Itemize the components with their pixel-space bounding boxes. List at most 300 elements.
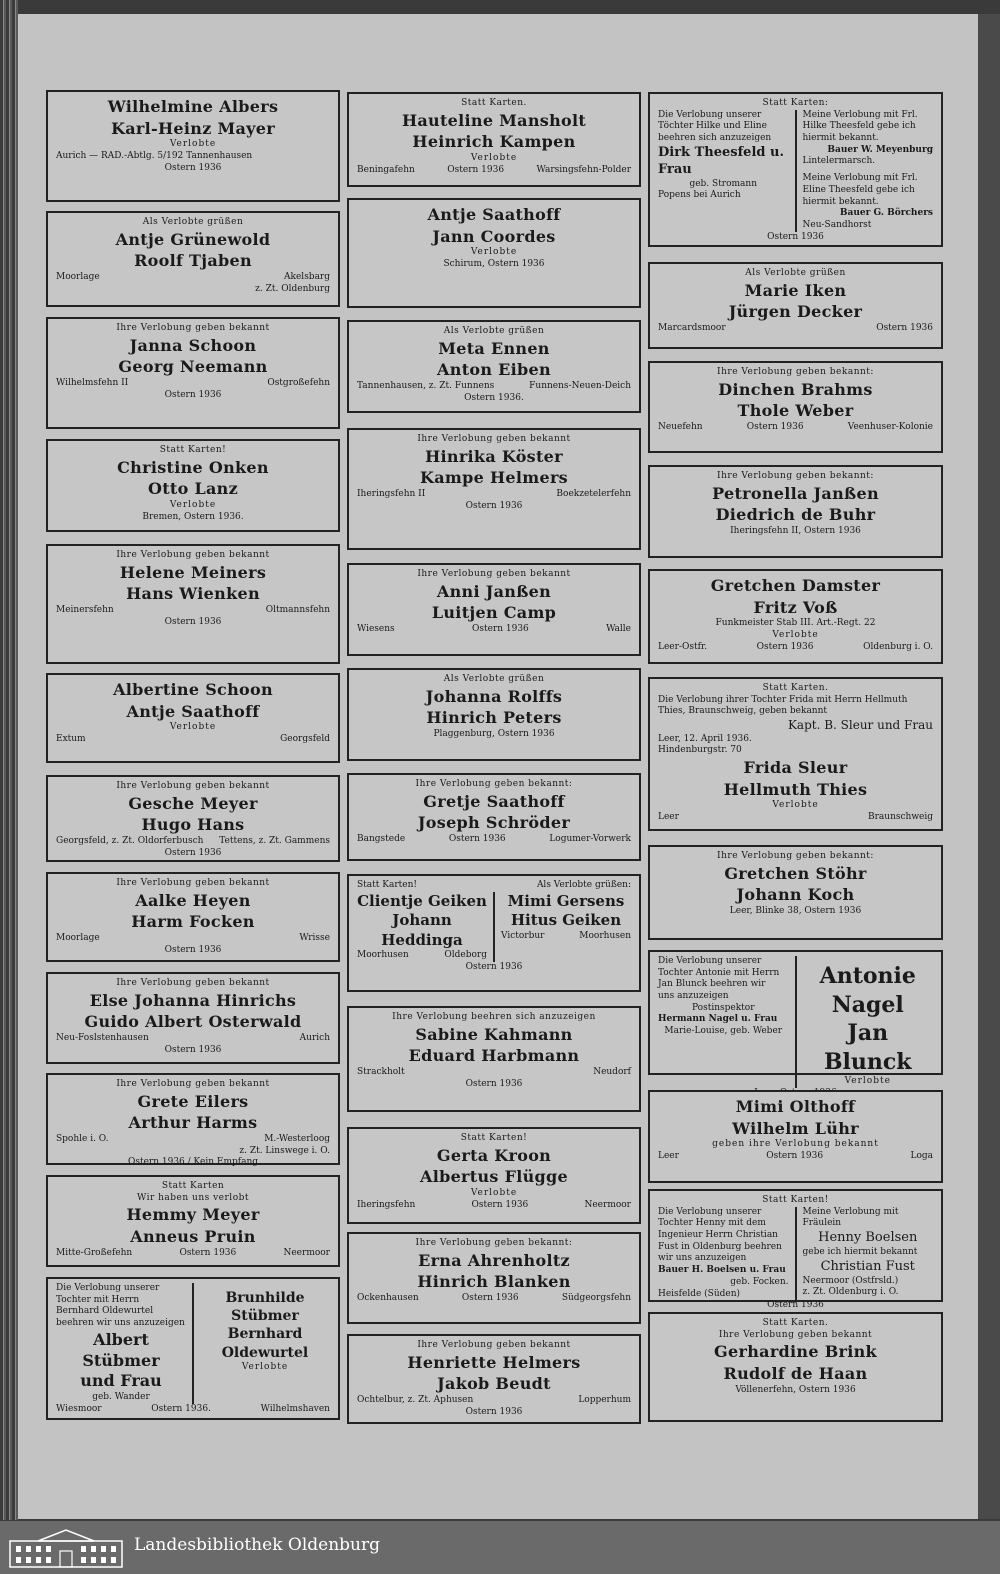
place-row <box>501 931 631 943</box>
ad-header: Statt Karten. <box>762 683 829 693</box>
place-row <box>357 1293 631 1305</box>
couple-name: Frida Sleur <box>743 758 848 778</box>
place-right: Oltmannsfehn <box>265 604 330 615</box>
place-left: Iheringsfehn <box>357 1199 416 1210</box>
place-row <box>56 933 330 945</box>
engagement-ad <box>347 92 641 187</box>
couple-name: Hemmy Meyer <box>126 1205 260 1225</box>
text-line: Thies, Braunschweig, geben bekannt <box>658 706 828 717</box>
couple-name: Johanna Rolffs <box>425 686 563 706</box>
place-right: Braunschweig <box>868 811 933 822</box>
place-right-group <box>239 1134 330 1157</box>
place-right: Neudorf <box>593 1066 631 1077</box>
engagement-ad <box>347 563 641 656</box>
place-right: Tettens, z. Zt. Gammens <box>219 835 330 846</box>
place-right: Loga <box>910 1150 933 1161</box>
text-line: Hilke Theesfeld gebe ich <box>802 121 916 132</box>
couple-name: Hinrich Blanken <box>417 1272 571 1292</box>
date-text: Ostern 1936 <box>164 389 222 400</box>
ad-header: Statt Karten. <box>461 98 527 108</box>
place-row <box>357 624 631 636</box>
engagement-ad <box>46 1277 340 1420</box>
place-row <box>658 323 933 335</box>
ad-header: Statt Karten! <box>159 445 227 455</box>
date-text: Ostern 1936 <box>164 1044 222 1055</box>
couple-name: Hugo Hans <box>141 815 245 835</box>
couple-block <box>200 1283 330 1404</box>
couple-name: Helene Meiners <box>119 562 267 582</box>
couple-name: Jan Blunck <box>823 1020 912 1075</box>
split-ad <box>658 1207 933 1301</box>
date-text: Ostern 1936 <box>767 231 824 242</box>
ad-header: Als Verlobte grüßen <box>745 268 846 278</box>
couple-name: Mimi Gersens <box>507 891 625 910</box>
text-line: Bauer G. Börchers <box>839 208 933 219</box>
text-line: beehren sich anzuzeigen <box>658 133 772 144</box>
place-right-group <box>267 378 330 390</box>
verlobte-label: Verlobte <box>470 152 518 163</box>
place-right: Boekzetelerfehn <box>556 488 631 499</box>
text-line: Neermoor (Ostfrsld.) <box>802 1275 899 1286</box>
text-line: Meine Verlobung mit Frl. <box>802 173 918 184</box>
text-line: Henny Boelsen <box>818 1230 918 1246</box>
ad-header: Ihre Verlobung geben bekannt: <box>717 851 874 861</box>
couple-name: Guido Albert Osterwald <box>84 1012 302 1032</box>
engagement-ad <box>46 317 340 429</box>
date-text: Ostern 1936 <box>465 961 523 972</box>
couple-name: Diedrich de Buhr <box>715 505 876 525</box>
text-line: hiermit bekannt. <box>802 133 879 144</box>
engagement-ad <box>648 92 943 247</box>
date-text: Bremen, Ostern 1936. <box>142 511 244 522</box>
couple-block <box>501 892 631 962</box>
text-line: Meine Verlobung mit Frl. <box>802 109 918 120</box>
text-line: Meine Verlobung mit <box>802 1206 899 1217</box>
verlobte-label: Verlobte <box>470 1187 518 1198</box>
place-right-group <box>863 642 933 654</box>
place-left: Wilhelmsfehn II <box>56 377 129 388</box>
library-building-logo-icon <box>8 1527 124 1569</box>
engagement-ad <box>46 972 340 1064</box>
couple-name: Jürgen Decker <box>728 302 863 322</box>
place-right: Neermoor <box>584 1199 631 1210</box>
date-text: Ostern 1936 <box>461 1292 519 1303</box>
place-right-group <box>300 1033 330 1045</box>
place-right: Veenhuser-Kolonie <box>847 421 933 432</box>
ad-header: Als Verlobte grüßen <box>443 674 545 684</box>
date-text: Plaggenburg, Ostern 1936 <box>433 728 555 739</box>
text-line: Die Verlobung ihrer Tochter Frida mit Herrn Hellmuth <box>658 694 908 705</box>
place-right-group <box>299 933 330 945</box>
place-right: Wrisse <box>299 932 330 943</box>
place-right-group <box>848 422 933 434</box>
text-line: Fust in Oldenburg beehren <box>658 1241 782 1252</box>
couple-name: Kampe Helmers <box>420 468 568 488</box>
ad-header-row <box>357 880 631 892</box>
place-row <box>357 489 631 501</box>
place-right: Logumer-Vorwerk <box>549 833 631 844</box>
place-right-group <box>876 323 933 335</box>
ad-header: Ihre Verlobung geben bekannt <box>116 781 270 791</box>
place-left: Beningafehn <box>357 164 415 175</box>
verlobte-label: Verlobte <box>470 247 518 258</box>
ad-header: Statt Karten. <box>762 1318 829 1328</box>
couple-name: Roolf Tjaben <box>134 251 252 271</box>
couple-name: Heinrich Kampen <box>412 132 576 152</box>
place-left: Georgsfeld, z. Zt. Oldorferbusch <box>56 835 204 846</box>
place-right: Funnens-Neuen-Deich <box>529 380 631 391</box>
text-line: Albert Stübmer <box>82 1329 160 1370</box>
couple-name: Dinchen Brahms <box>718 379 873 399</box>
parents-announcement <box>658 1207 797 1301</box>
place-right-group <box>606 624 631 636</box>
couple-name: Brunhilde Stübmer <box>225 1290 305 1325</box>
ad-header: Statt Karten! <box>762 1195 829 1205</box>
place-left: Bangstede <box>357 833 406 844</box>
split-ad <box>56 1283 330 1404</box>
couple-name: Janna Schoon <box>129 335 257 355</box>
engagement-ad <box>347 428 641 550</box>
place-right: M.-Westerloog <box>264 1133 330 1144</box>
place-left: Neuefehn <box>658 421 703 432</box>
next-page-edge <box>978 14 1000 1519</box>
place-right: Neermoor <box>283 1247 330 1258</box>
couple-name: Gretchen Stöhr <box>724 863 867 883</box>
text-line: Leer, 12. April 1936. <box>658 733 752 744</box>
place-right: Oldeborg <box>444 950 487 961</box>
couple-block <box>803 956 934 1088</box>
ad-header: Statt Karten! <box>357 880 417 890</box>
couple-name: Antje Saathoff <box>427 205 561 224</box>
text-line: geb. Wander <box>92 1392 150 1403</box>
place-row <box>56 378 330 390</box>
couple-name: Sabine Kahmann <box>415 1024 573 1044</box>
ad-header: Als Verlobte grüßen: <box>536 880 631 890</box>
verlobte-label: Verlobte <box>772 629 819 640</box>
place-left: Aurich — RAD.-Abtlg. 5/192 Tannenhausen <box>56 150 253 161</box>
place-right-2: z. Zt. Linswege i. O. <box>239 1145 330 1156</box>
couple-name: Arthur Harms <box>128 1113 258 1133</box>
couple-name: Meta Ennen <box>438 338 550 358</box>
place-row <box>658 642 933 654</box>
engagement-ad <box>347 198 641 308</box>
couple-name: Albertine Schoon <box>113 680 273 699</box>
couple-name: Georg Neemann <box>118 357 268 377</box>
verlobte-label: Verlobte <box>772 800 819 811</box>
place-left: Ochtelbur, z. Zt. Aphusen <box>357 1394 474 1405</box>
ad-header: Als Verlobte grüßen <box>443 326 545 336</box>
place-left: Meinersfehn <box>56 604 114 615</box>
place-row <box>357 1067 631 1079</box>
place-row <box>56 1404 330 1416</box>
place-row <box>357 1200 631 1212</box>
couple-name: Gesche Meyer <box>128 793 258 813</box>
ad-header: Statt Karten: <box>762 98 829 108</box>
ad-header: Ihre Verlobung geben bekannt <box>116 1079 270 1089</box>
couple-name: Thole Weber <box>737 401 854 421</box>
text-line: Bauer H. Boelsen u. Frau <box>658 1265 786 1276</box>
ad-header: Statt Karten <box>161 1181 225 1191</box>
engagement-ad <box>46 439 340 532</box>
ad-header: Ihre Verlobung geben bekannt: <box>717 367 874 377</box>
place-row <box>357 950 487 962</box>
couple-name: Petronella Janßen <box>712 483 879 503</box>
place-left: Moorlage <box>56 271 100 282</box>
text-line: Hermann Nagel u. Frau <box>658 1014 778 1025</box>
ad-header: Ihre Verlobung geben bekannt <box>417 569 571 579</box>
date-text: Ostern 1936 <box>471 1199 529 1210</box>
place-left: Leer <box>658 811 679 822</box>
page-binding-edge <box>0 0 18 1520</box>
split-ad <box>658 956 933 1088</box>
date-text: Ostern 1936 <box>465 500 523 511</box>
place-right-group <box>266 605 330 617</box>
place-row <box>658 422 933 434</box>
parents-name: Kapt. B. Sleur und Frau <box>787 718 933 733</box>
couple-name: Rudolf de Haan <box>723 1363 868 1383</box>
text-line: Postinspektor <box>691 1002 755 1013</box>
date-text: Ostern 1936 <box>465 1406 523 1417</box>
text-line: geb. Focken. <box>730 1276 789 1287</box>
place-left: Mitte-Großefehn <box>56 1247 133 1258</box>
text-line: Bauer W. Meyenburg <box>827 144 933 155</box>
couple-name: Wilhelmine Albers <box>107 97 279 116</box>
groom-announcement <box>803 1207 934 1301</box>
couple-name: Eduard Harbmann <box>408 1046 580 1066</box>
place-right: Oldenburg i. O. <box>863 641 933 652</box>
text-line: Neu-Sandhorst <box>802 219 872 230</box>
couple-name: Clientje Geiken <box>357 891 487 910</box>
engagement-ad <box>347 668 641 761</box>
text-line: Popens bei Aurich <box>658 190 741 201</box>
couple-name: Mimi Olthoff <box>735 1097 856 1116</box>
date-text: Ostern 1936 <box>448 833 506 844</box>
couple-name: Antonie Nagel <box>819 963 916 1018</box>
engagement-ad <box>347 1006 641 1112</box>
couple-name: Anton Eiben <box>437 360 551 380</box>
place-right-group <box>556 489 631 501</box>
couple-name: Antje Saathoff <box>126 701 260 721</box>
text-line: Ingenieur Herrn Christian <box>658 1230 778 1241</box>
engagement-ad <box>347 874 641 992</box>
engagement-ad <box>648 465 943 558</box>
date-text: Ostern 1936 <box>179 1247 237 1258</box>
engagement-ad <box>46 775 340 862</box>
ad-header: Wir haben uns verlobt <box>136 1192 249 1203</box>
couple-name: Marie Iken <box>744 280 847 300</box>
text-line: Jan Blunck beehren wir <box>658 979 766 990</box>
date-text: Ostern 1936. <box>464 392 524 403</box>
place-right: Warsingsfehn-Polder <box>536 164 631 175</box>
text-line: Heisfelde (Süden) <box>658 1288 741 1299</box>
text-line: Marie-Louise, geb. Weber <box>664 1026 783 1037</box>
place-right-group <box>529 381 631 393</box>
verlobte-label: Verlobte <box>169 139 217 150</box>
couple-name: Otto Lanz <box>148 479 238 499</box>
date-text: Ostern 1936 <box>746 421 804 432</box>
place-right: Ostgroßefehn <box>267 377 330 388</box>
couple-name: Harm Focken <box>131 912 255 932</box>
place-left: Ockenhausen <box>357 1292 419 1303</box>
engagement-ad <box>648 262 943 349</box>
date-text: Ostern 1936 <box>767 1300 824 1311</box>
footer-bar <box>0 1521 1000 1574</box>
place-right-group <box>584 1200 631 1212</box>
date-text: Ostern 1936 <box>756 641 814 652</box>
parents-announcement <box>658 110 797 232</box>
place-row <box>658 812 933 824</box>
text-line: z. Zt. Oldenburg i. O. <box>802 1287 899 1298</box>
ad-header: Ihre Verlobung geben bekannt <box>417 1340 571 1350</box>
verlobte-label: Verlobte <box>169 499 217 510</box>
split-ad <box>658 110 933 232</box>
place-row <box>56 1033 330 1045</box>
couple-name: Aalke Heyen <box>135 890 251 910</box>
text-line: Töchter Hilke und Eline <box>658 121 767 132</box>
text-line: Die Verlobung unserer <box>658 1206 762 1217</box>
date-text: Völlenerfehn, Ostern 1936 <box>735 1384 856 1395</box>
text-line: beehren wir uns anzuzeigen <box>56 1318 185 1329</box>
place-right: Aurich <box>299 1032 330 1043</box>
engagement-ad <box>648 361 943 453</box>
place-left: Strackholt <box>357 1066 405 1077</box>
couple-name: Else Johanna Hinrichs <box>89 990 297 1010</box>
date-text: Ostern 1936 <box>766 1150 824 1161</box>
engagement-ad <box>648 1189 943 1311</box>
place-row <box>56 836 330 848</box>
couple-name: Gerta Kroon <box>436 1145 552 1165</box>
date-text: Ostern 1936. <box>151 1403 211 1414</box>
text-line: Die Verlobung unserer <box>658 109 762 120</box>
text-line: Lintelermarsch. <box>802 156 876 167</box>
split-ad <box>357 892 631 962</box>
place-left: Spohle i. O. <box>56 1133 109 1144</box>
text-line: Fräulein <box>802 1218 842 1229</box>
date-text: Ostern 1936 <box>164 847 222 858</box>
date-text: Ostern 1936 <box>465 1078 523 1089</box>
text-line: Bernhard Oldewurtel <box>56 1306 154 1317</box>
place-row <box>658 1151 933 1163</box>
text-line: uns anzuzeigen <box>658 991 729 1002</box>
place-left: Extum <box>56 733 86 744</box>
couple-name: Anneus Pruin <box>130 1226 256 1246</box>
place-right-group <box>593 1067 631 1079</box>
place-row <box>357 1395 631 1407</box>
date-text: Ostern 1936 <box>447 164 505 175</box>
engagement-ad <box>46 544 340 664</box>
couple-name: Grete Eilers <box>137 1091 249 1111</box>
couple-name: Fritz Voß <box>753 597 838 617</box>
couple-name: Christine Onken <box>117 457 269 477</box>
engagement-ad <box>347 1127 641 1224</box>
place-right: Georgsfeld <box>280 733 330 744</box>
couple-name: Jakob Beudt <box>437 1374 551 1394</box>
groom-announcements <box>803 110 934 232</box>
couple-name: Wilhelm Lühr <box>732 1118 859 1138</box>
ad-header: Ihre Verlobung geben bekannt: <box>415 1238 573 1248</box>
engagement-ad <box>347 320 641 413</box>
date-text: Leer, Blinke 38, Ostern 1936 <box>729 905 862 916</box>
text-line: Hindenburgstr. 70 <box>658 745 742 756</box>
place-left: Tannenhausen, z. Zt. Funnens <box>357 380 495 391</box>
rank-title: Funkmeister Stab III. Art.-Regt. 22 <box>715 618 876 629</box>
date-text: Ostern 1936 <box>164 944 222 955</box>
couple-name: Gerhardine Brink <box>714 1342 877 1362</box>
place-left: Neu-Foslstenhausen <box>56 1032 149 1043</box>
place-row <box>56 605 330 617</box>
engagement-ad <box>648 569 943 664</box>
couple-name: Johann Heddinga <box>381 911 463 949</box>
place-right: Walle <box>606 623 631 634</box>
text-line: gebe ich hiermit bekannt <box>802 1246 918 1257</box>
couple-name: Hinrich Peters <box>426 708 562 728</box>
date-text: Ostern 1936 <box>164 616 222 627</box>
engagement-ad <box>347 1232 641 1324</box>
date-text: Iheringsfehn II, Ostern 1936 <box>730 525 861 536</box>
ad-header: Ihre Verlobung beehren sich anzuzeigen <box>392 1012 596 1022</box>
couple-name: Erna Ahrenholtz <box>418 1250 570 1270</box>
couple-name: Albertus Flügge <box>419 1167 568 1187</box>
text-line: Tochter mit Herrn <box>56 1294 140 1305</box>
verlobte-label: Verlobte <box>844 1076 891 1087</box>
place-right-group <box>255 272 330 295</box>
parents-announcement <box>56 1283 194 1404</box>
verlobte-label: Verlobte <box>241 1361 289 1372</box>
engagement-ad <box>46 211 340 307</box>
engagement-ad <box>46 1073 340 1168</box>
place-right-group <box>280 734 330 746</box>
engagement-ad <box>648 950 943 1087</box>
place-right-group <box>910 1151 933 1163</box>
footer-label: Landesbibliothek Oldenburg <box>134 1535 381 1555</box>
place-row <box>56 1248 330 1260</box>
couple-name: Karl-Heinz Mayer <box>111 118 275 138</box>
ad-header: Ihre Verlobung geben bekannt <box>116 978 270 988</box>
date-text: Ostern 1936 <box>164 162 222 173</box>
place-right-group <box>537 165 631 177</box>
place-row <box>357 165 631 177</box>
place-row <box>56 1134 330 1157</box>
couple-name: Gretje Saathoff <box>423 791 565 811</box>
verlobte-label: Verlobte <box>169 722 217 733</box>
place-right-group <box>549 834 631 846</box>
ad-header: Ihre Verlobung geben bekannt: <box>717 471 874 481</box>
engagement-ad <box>46 872 340 962</box>
ad-header: Als Verlobte grüßen <box>142 217 244 227</box>
engagement-ad <box>347 773 641 861</box>
place-left: Wiesmoor <box>56 1403 102 1414</box>
couple-name: Hauteline Mansholt <box>401 110 587 130</box>
text-line: wir uns anzuzeigen <box>658 1253 747 1264</box>
date-text: Ostern 1936 <box>471 623 529 634</box>
place-right: Lopperhum <box>578 1394 631 1405</box>
place-right: Akelsbarg <box>284 271 330 282</box>
place-left: Moorhusen <box>357 950 409 961</box>
place-right-group <box>219 836 330 848</box>
place-left: Marcardsmoor <box>658 322 726 333</box>
couple-name: Joseph Schröder <box>417 813 571 833</box>
place-left: Iheringsfehn II <box>357 488 426 499</box>
engagement-ad <box>46 673 340 763</box>
place-left: Leer <box>658 1150 679 1161</box>
place-row <box>357 834 631 846</box>
text-line: Tochter Henny mit dem <box>658 1218 766 1229</box>
engagement-ad <box>648 845 943 940</box>
place-right-2: z. Zt. Oldenburg <box>255 283 330 294</box>
verlobte-label: geben ihre Verlobung bekannt <box>712 1139 879 1150</box>
place-row <box>357 381 631 393</box>
engagement-ad <box>46 1175 340 1267</box>
